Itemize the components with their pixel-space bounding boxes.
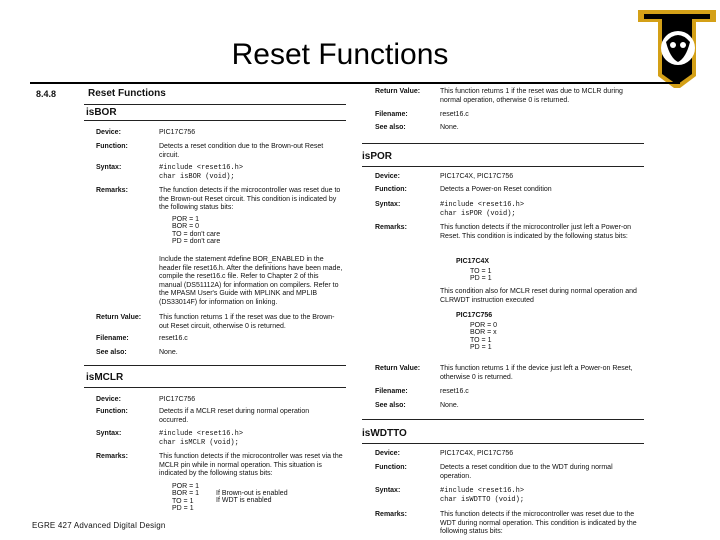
iswdtto-function-label: Function: xyxy=(375,464,407,471)
ispor-device: PIC17C4X, PIC17C756 xyxy=(440,173,514,180)
ismclr-function-label: Function: xyxy=(96,408,128,415)
ispor-bit: PD = 1 xyxy=(470,275,492,283)
ispor-return: This function returns 1 if the device just left a Power-on Reset, otherwise 0 is returned. xyxy=(440,365,633,381)
iswdtto-remarks-label: Remarks: xyxy=(375,511,407,518)
iswdtto-rule xyxy=(362,419,644,420)
iswdtto-heading: isWDTTO xyxy=(362,428,407,439)
ispor-syntax-label: Syntax: xyxy=(375,201,401,208)
ismclr-syntax-label: Syntax: xyxy=(96,430,122,437)
ispor-bit: TO = 1 xyxy=(470,336,492,344)
rt-return-label: Return Value: xyxy=(375,88,421,95)
isbor-filename: reset16.c xyxy=(159,335,188,342)
ismclr-bit: TO = 1 xyxy=(172,497,194,505)
iswdtto-device-label: Device: xyxy=(375,450,400,457)
ismclr-bit-notes xyxy=(216,490,288,505)
ismclr-remarks-label: Remarks: xyxy=(96,453,128,460)
isbor-status-bits xyxy=(172,216,220,246)
ismclr-device: PIC17C756 xyxy=(159,396,196,403)
ismclr-rule-bottom xyxy=(84,387,346,388)
ispor-group1-title: PIC17C4X xyxy=(456,258,490,265)
ispor-bit: POR = 0 xyxy=(470,322,498,329)
isbor-device: PIC17C756 xyxy=(159,129,196,136)
ispor-group1-bits xyxy=(470,268,492,283)
ismclr-syntax-1: #include <reset16.h> xyxy=(159,430,244,438)
ispor-filename: reset16.c xyxy=(440,388,469,395)
ispor-syntax-2: char isPOR (void); xyxy=(440,210,516,218)
title-rule xyxy=(30,82,680,84)
ispor-bit: BOR = x xyxy=(470,329,497,337)
rt-seealso: None. xyxy=(440,124,459,131)
isbor-device-label: Device: xyxy=(96,129,121,136)
ismclr-bit-note: If WDT is enabled xyxy=(216,497,272,505)
ismclr-remarks: This function detects if the microcontroller was reset via the MCLR pin while in normal operation. This situation is indicated by the following status bits: xyxy=(159,453,343,478)
section-number: 8.4.8 xyxy=(36,89,57,99)
ispor-remarks-2: This condition also for MCLR reset during normal operation and CLRWDT instruction executed xyxy=(440,288,637,304)
ispor-seealso-label: See also: xyxy=(375,402,406,409)
isbor-heading: isBOR xyxy=(86,107,117,118)
iswdtto-function: Detects a reset condition due to the WDT during normal operation. xyxy=(440,464,613,480)
isbor-remarks: The function detects if the microcontroller was reset due to the Brown-out Reset circuit. This condition is indicated by the following status bits: xyxy=(159,187,341,212)
isbor-syntax-2: char isBOR (void); xyxy=(159,173,235,181)
isbor-filename-label: Filename: xyxy=(96,335,129,342)
isbor-return-label: Return Value: xyxy=(96,314,142,321)
ispor-filename-label: Filename: xyxy=(375,388,408,395)
iswdtto-syntax-2: char isWDTTO (void); xyxy=(440,496,525,504)
ispor-group2-title: PIC17C756 xyxy=(456,312,493,319)
iswdtto-syntax-label: Syntax: xyxy=(375,487,401,494)
ismclr-bit: BOR = 1 xyxy=(172,490,200,498)
ismclr-bit-note: If Brown-out is enabled xyxy=(216,490,288,497)
rt-filename: reset16.c xyxy=(440,111,469,118)
isbor-bit: POR = 1 xyxy=(172,216,200,223)
iswdtto-device: PIC17C4X, PIC17C756 xyxy=(440,450,514,457)
isbor-bit: BOR = 0 xyxy=(172,223,200,231)
ispor-heading: isPOR xyxy=(362,151,393,162)
isbor-remarks-label: Remarks: xyxy=(96,187,128,194)
isbor-function-label: Function: xyxy=(96,143,128,150)
ispor-device-label: Device: xyxy=(375,173,400,180)
ismclr-syntax-2: char isMCLR (void); xyxy=(159,439,239,447)
ismclr-heading: isMCLR xyxy=(86,372,124,383)
isbor-bit: TO = don't care xyxy=(172,230,221,238)
ismclr-rule xyxy=(84,365,346,366)
isbor-rule xyxy=(84,104,346,105)
rt-seealso-label: See also: xyxy=(375,124,406,131)
section-title: Reset Functions xyxy=(88,88,166,99)
rt-filename-label: Filename: xyxy=(375,111,408,118)
iswdtto-syntax-1: #include <reset16.h> xyxy=(440,487,525,495)
ispor-bit: TO = 1 xyxy=(470,268,492,275)
isbor-return: This function returns 1 if the reset was due to the Brown- out Reset circuit, otherwise 0 is returned. xyxy=(159,314,335,330)
ismclr-bit: PD = 1 xyxy=(172,505,194,513)
slide-footer: EGRE 427 Advanced Digital Design xyxy=(32,521,166,530)
ispor-seealso: None. xyxy=(440,402,459,409)
ismclr-status-bits xyxy=(172,483,199,513)
ispor-group2-bits xyxy=(470,322,497,352)
ismclr-function: Detects if a MCLR reset during normal operation occurred. xyxy=(159,408,310,424)
university-logo-icon xyxy=(636,6,718,90)
isbor-syntax-1: #include <reset16.h> xyxy=(159,164,244,172)
isbor-syntax-label: Syntax: xyxy=(96,164,122,171)
ispor-bit: PD = 1 xyxy=(470,344,492,352)
ismclr-bit: POR = 1 xyxy=(172,483,200,490)
isbor-remarks-2: Include the statement #define BOR_ENABLED in the header file reset16.h. After the definitions have been made, compile the reset16.c file. Refer to Chapter 2 of this manual (DS51112A) for information on compilers. Refer to the MPASM User's Guide with MPLINK and MPLIB (DS33014F) for information on linking. xyxy=(159,256,343,306)
iswdtto-remarks: This function detects if the microcontroller was reset due to the WDT during normal operation. This condition is indicated by the following status bits: xyxy=(440,511,637,536)
rt-return: This function returns 1 if the reset was due to MCLR during normal operation, otherwise 0 is returned. xyxy=(440,88,623,104)
ispor-rule-bottom xyxy=(362,166,644,167)
ispor-return-label: Return Value: xyxy=(375,365,421,372)
ispor-remarks: This function detects if the microcontroller just left a Power-on Reset. This condition is indicated by the following status bits: xyxy=(440,224,632,240)
ismclr-device-label: Device: xyxy=(96,396,121,403)
iswdtto-rule-bottom xyxy=(362,443,644,444)
ispor-function: Detects a Power-on Reset condition xyxy=(440,186,552,193)
isbor-function: Detects a reset condition due to the Brown-out Reset circuit. xyxy=(159,143,324,159)
isbor-rule-bottom xyxy=(84,120,346,121)
slide-title: Reset Functions xyxy=(231,38,449,71)
isbor-seealso: None. xyxy=(159,349,178,356)
ispor-rule xyxy=(362,143,644,144)
isbor-bit: PD = don't care xyxy=(172,238,221,246)
ispor-remarks-label: Remarks: xyxy=(375,224,407,231)
ispor-function-label: Function: xyxy=(375,186,407,193)
isbor-seealso-label: See also: xyxy=(96,349,127,356)
ispor-syntax-1: #include <reset16.h> xyxy=(440,201,525,209)
